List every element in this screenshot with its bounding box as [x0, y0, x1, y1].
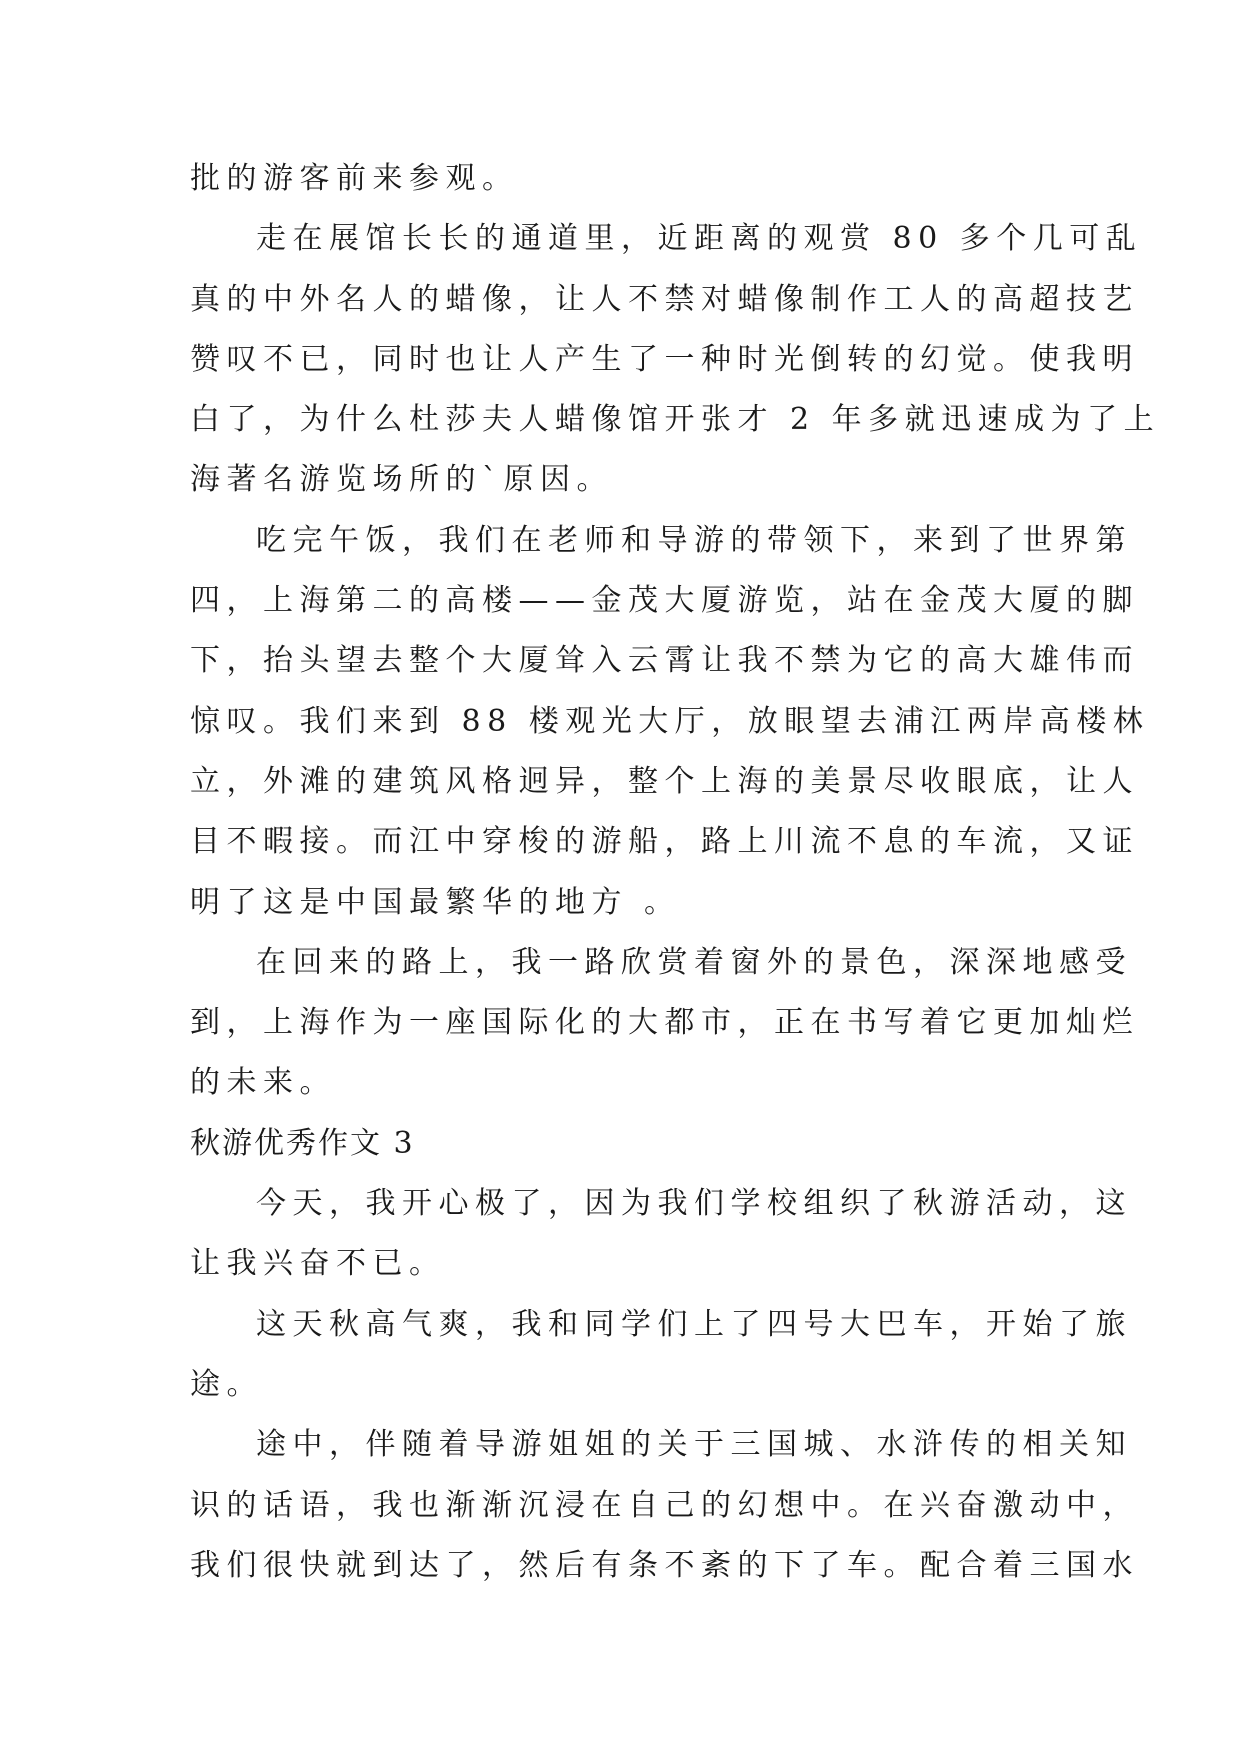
text-line: 这天秋高气爽，我和同学们上了四号大巴车，开始了旅 [256, 1306, 1132, 1342]
text-line: 走在展馆长长的通道里，近距离的观赏 80 多个几可乱 [256, 221, 1143, 257]
text-line: 让我兴奋不已。 [190, 1246, 446, 1282]
text-line: 明了这是中国最繁华的地方 。 [190, 884, 681, 920]
text-line: 我们很快就到达了，然后有条不紊的下了车。配合着三国水 [190, 1547, 1139, 1583]
text-line: 真的中外名人的蜡像，让人不禁对蜡像制作工人的高超技艺 [190, 281, 1139, 317]
text-line: 赞叹不已，同时也让人产生了一种时光倒转的幻觉。使我明 [190, 341, 1139, 377]
text-line: 惊叹。我们来到 88 楼观光大厅，放眼望去浦江两岸高楼林 [190, 703, 1150, 739]
paragraph-excited [190, 1174, 1132, 1295]
text-line: 的未来。 [190, 1065, 336, 1101]
text-line: 到，上海作为一座国际化的大都市，正在书写着它更加灿烂 [190, 1005, 1139, 1041]
text-line: 四，上海第二的高楼——金茂大厦游览，站在金茂大厦的脚 [190, 583, 1139, 619]
paragraph-jinmao-tower [190, 511, 1150, 933]
text-line: 途中，伴随着导游姐姐的关于三国城、水浒传的相关知 [256, 1427, 1132, 1463]
text-line: 立，外滩的建筑风格迥异，整个上海的美景尽收眼底，让人 [190, 763, 1139, 799]
paragraph-wax-museum [190, 209, 1161, 510]
heading-text: 秋游优秀作文 3 [190, 1125, 415, 1161]
paragraph-bus [190, 1295, 1132, 1416]
text-line: 在回来的路上，我一路欣赏着窗外的景色，深深地感受 [256, 944, 1132, 980]
text-line: 识的话语，我也渐渐沉浸在自己的幻想中。在兴奋激动中， [190, 1487, 1139, 1523]
text-line: 今天，我开心极了，因为我们学校组织了秋游活动，这 [256, 1186, 1132, 1222]
section-heading [190, 1114, 1052, 1174]
text-line: 海著名游览场所的`原因。 [190, 462, 613, 498]
document-page [190, 149, 1161, 1596]
paragraph-return-trip [190, 933, 1139, 1114]
text-line: 白了，为什么杜莎夫人蜡像馆开张才 2 年多就迅速成为了上 [190, 402, 1161, 438]
text-line: 批的游客前来参观。 [190, 161, 519, 196]
text-line: 目不暇接。而江中穿梭的游船，路上川流不息的车流，又证 [190, 824, 1139, 860]
paragraph-on-the-way [190, 1415, 1139, 1596]
text-line: 下，抬头望去整个大厦耸入云霄让我不禁为它的高大雄伟而 [190, 643, 1139, 679]
text-line: 途。 [190, 1366, 263, 1402]
text-line: 吃完午饭，我们在老师和导游的带领下，来到了世界第 [256, 522, 1132, 558]
paragraph-continued [190, 149, 1052, 209]
